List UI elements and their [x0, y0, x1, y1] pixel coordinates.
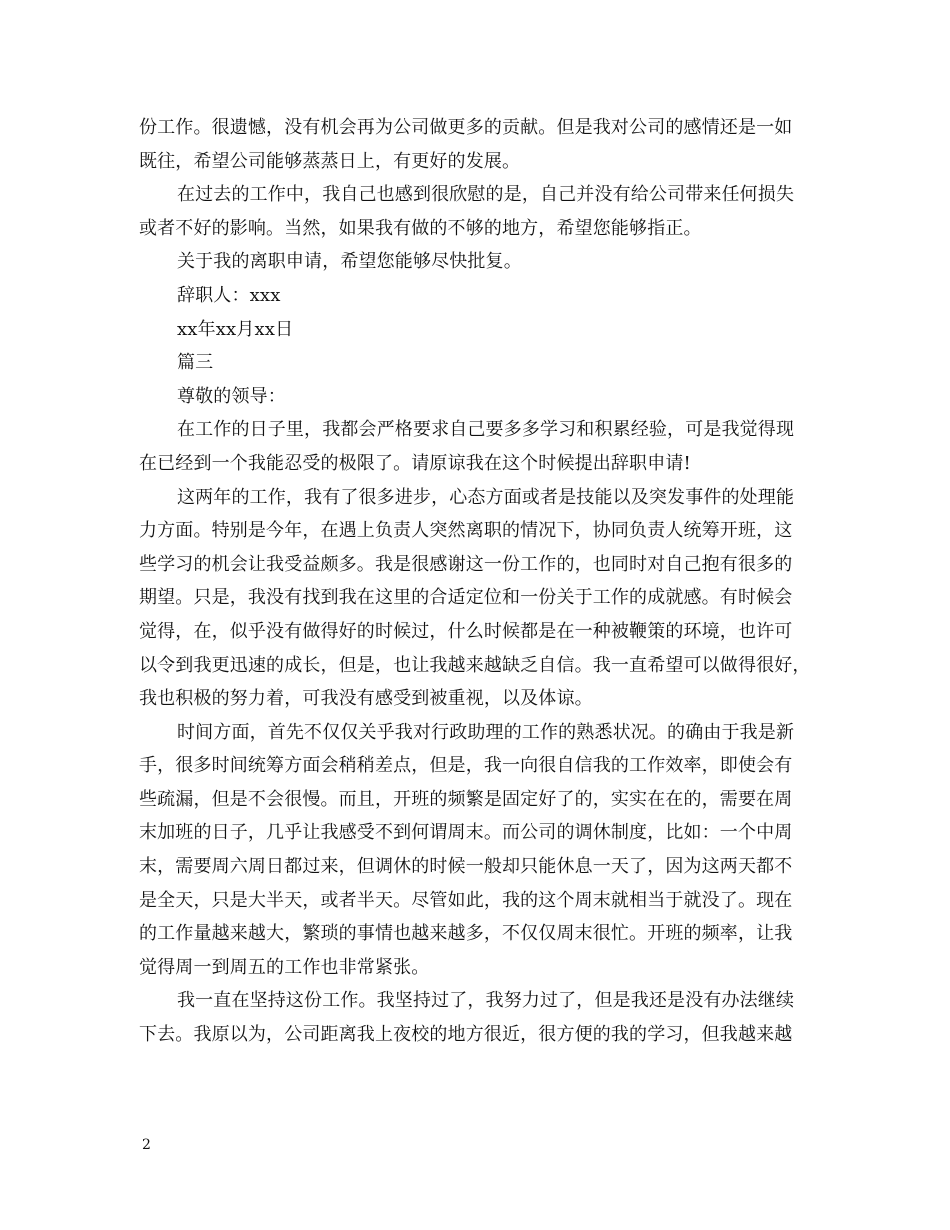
text-line: 在工作的日子里，我都会严格要求自己要多多学习和积累经验，可是我觉得现: [177, 419, 795, 441]
text-line: 期望。只是，我没有找到我在这里的合适定位和一份关于工作的成就感。有时候会: [139, 587, 793, 609]
text-line: 关于我的离职申请，希望您能够尽快批复。: [177, 251, 522, 273]
text-line: 的工作量越来越大，繁琐的事情也越来越多，不仅仅周末很忙。开班的频率，让我: [139, 923, 793, 945]
text-line: 时间方面，首先不仅仅关乎我对行政助理的工作的熟悉状况。的确由于我是新: [177, 721, 795, 743]
text-line: 份工作。很遗憾，没有机会再为公司做更多的贡献。但是我对公司的感情还是一如: [139, 117, 793, 138]
text-line: 既往，希望公司能够蒸蒸日上，有更好的发展。: [139, 150, 521, 172]
text-line: 在已经到一个我能忍受的极限了。请原谅我在这个时候提出辞职申请!: [139, 452, 691, 474]
text-line: 下去。我原以为，公司距离我上夜校的地方很近，很方便的我的学习，但我越来越: [139, 1024, 793, 1046]
text-line: 觉得，在，似乎没有做得好的时候过，什么时候都是在一种被鞭策的环境，也许可: [139, 620, 793, 642]
text-line: 这两年的工作，我有了很多进步，心态方面或者是技能以及突发事件的处理能: [177, 486, 795, 508]
text-line: 些学习的机会让我受益颇多。我是很感谢这一份工作的，也同时对自己抱有很多的: [139, 553, 793, 575]
document-body: [139, 111, 815, 1052]
text-line: 以令到我更迅速的成长，但是，也让我越来越缺乏自信。我一直希望可以做得很好，: [139, 654, 811, 676]
text-line: 或者不好的影响。当然，如果我有做的不够的地方，希望您能够指正。: [139, 217, 702, 239]
section-heading: 篇三: [177, 352, 214, 374]
text-line: 末，需要周六周日都过来，但调休的时候一般却只能休息一天了，因为这两天都不: [139, 856, 793, 878]
text-line: 手，很多时间统筹方面会稍稍差点，但是，我一向很自信我的工作效率，即使会有: [139, 755, 793, 777]
date-line: xx年xx月xx日: [177, 318, 294, 340]
text-line: 是全天，只是大半天，或者半天。尽管如此，我的这个周末就相当于就没了。现在: [139, 889, 793, 911]
text-line: 我也积极的努力着，可我没有感受到被重视，以及体谅。: [139, 688, 593, 710]
text-line: 觉得周一到周五的工作也非常紧张。: [139, 956, 430, 978]
page-number: 2: [142, 1137, 151, 1153]
text-line: 在过去的工作中，我自己也感到很欣慰的是，自己并没有给公司带来任何损失: [177, 184, 795, 206]
text-line: 些疏漏，但是不会很慢。而且，开班的频繁是固定好了的，实实在在的，需要在周: [139, 788, 793, 810]
text-line: 我一直在坚持这份工作。我坚持过了，我努力过了，但是我还是没有办法继续: [177, 990, 795, 1012]
resigner-line: 辞职人：xxx: [177, 284, 281, 306]
salutation: 尊敬的领导：: [177, 385, 286, 407]
text-line: 末加班的日子，几乎让我感受不到何谓周末。而公司的调休制度，比如：一个中周: [139, 822, 793, 844]
text-line: 力方面。特别是今年，在遇上负责人突然离职的情况下，协同负责人统筹开班，这: [139, 520, 793, 542]
